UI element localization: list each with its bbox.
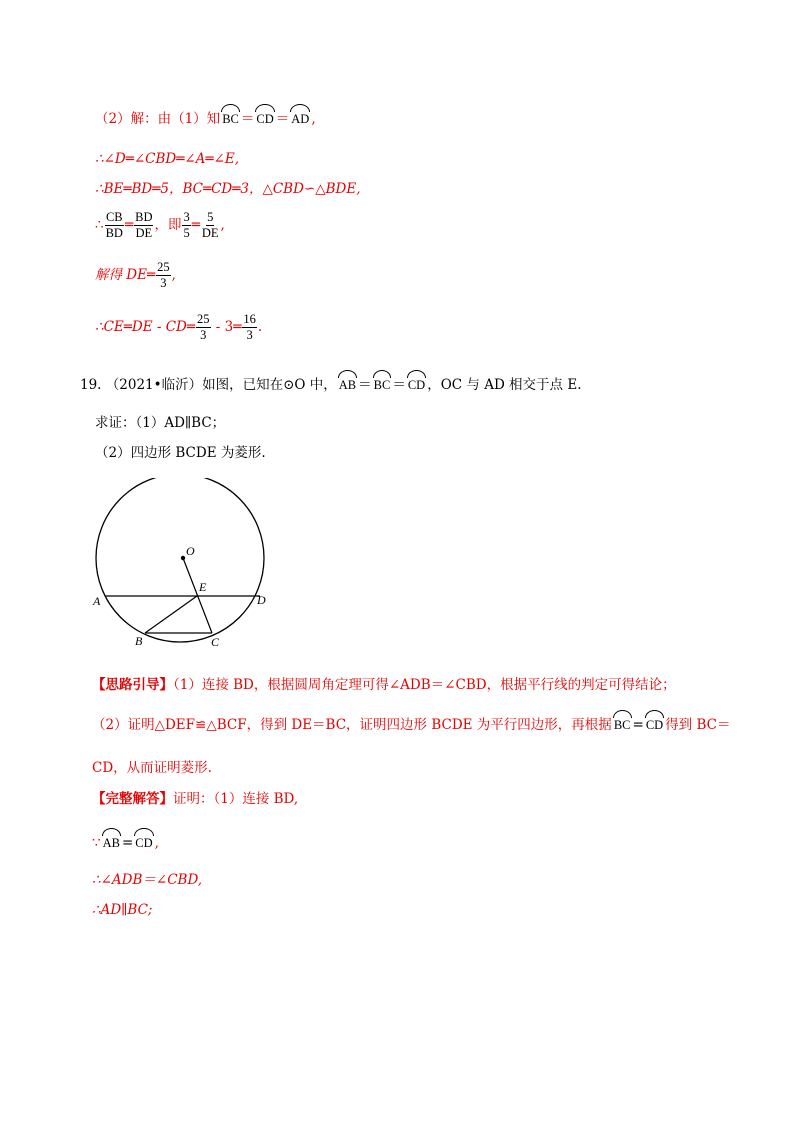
punctuation: , (311, 111, 316, 127)
solution-line-1 (95, 110, 316, 128)
label-a: A (93, 594, 101, 608)
hint-text: （1）连接 BD，根据圆周角定理可得∠ADB＝∠CBD，根据平行线的判定可得结论； (173, 677, 676, 693)
equals-sign: ＝ (392, 377, 406, 393)
solution-line-4 (95, 210, 225, 241)
prove-part-1: 求证：（1）AD∥BC； (95, 415, 226, 431)
solution-text: - 3═ (211, 319, 242, 335)
equals-sign: ＝ (275, 111, 290, 127)
solution-line-5 (95, 260, 176, 291)
denominator: DE (201, 226, 219, 240)
numerator: BD (135, 210, 153, 224)
punctuation: , (220, 217, 225, 233)
solution-text: 解得 DE═ (95, 267, 156, 283)
circle-o (96, 478, 264, 642)
hint-tag: 【思路引导】 (92, 677, 173, 693)
equals-sign: ═ (124, 217, 134, 233)
answer-tag: 【完整解答】 (92, 791, 173, 807)
hint-line-1 (92, 676, 676, 694)
fraction-3-5 (182, 210, 190, 241)
answer-text: 证明：（1）连接 BD, (173, 791, 299, 807)
numerator: 25 (157, 260, 170, 274)
equals-sign: = (632, 717, 644, 733)
arc-bc: BC (222, 112, 239, 126)
arc-cd: CD (407, 378, 426, 392)
denominator: DE (135, 226, 153, 240)
arc-cd: CD (645, 718, 664, 732)
hint-line-2 (92, 716, 730, 734)
solution-line-2: ∴∠D═∠CBD═∠A═∠E, (95, 151, 240, 167)
answer-line-2 (92, 834, 159, 852)
label-e: E (199, 580, 207, 594)
denominator: 3 (200, 328, 207, 342)
label-b: B (135, 634, 143, 648)
punctuation: . (257, 319, 263, 335)
fraction-5-de (201, 210, 220, 241)
therefore-sign: ∴ (95, 217, 104, 233)
punctuation: , (171, 267, 176, 283)
answer-line-3: ∴∠ADB＝∠CBD, (92, 872, 203, 888)
label-c: C (211, 635, 220, 648)
solution-text: ∴CE═DE - CD═ (95, 319, 196, 335)
prove-part-2: （2）四边形 BCDE 为菱形. (95, 445, 266, 461)
problem-number: 19. (80, 377, 102, 393)
denominator: 3 (160, 276, 167, 290)
hint-text: （2）证明△DEF≌△BCF，得到 DE＝BC，证明四边形 BCDE 为平行四边形，再根据 (92, 717, 612, 733)
label-o: O (186, 544, 195, 558)
fraction-bd-de (134, 210, 153, 241)
numerator: 16 (243, 312, 256, 326)
because-sign: ∵ (92, 835, 101, 851)
fraction-16-3 (242, 312, 257, 343)
solution-line-3: ∴BE═BD═5，BC═CD═3，△CBD∽△BDE, (95, 181, 361, 197)
denominator: 3 (246, 328, 253, 342)
hint-text: 得到 BC＝ (665, 717, 731, 733)
denominator: BD (105, 226, 123, 240)
fraction-25-3 (196, 312, 211, 343)
answer-line-1 (92, 790, 298, 808)
numerator: 5 (207, 210, 214, 224)
numerator: CB (105, 210, 123, 224)
equals-sign: ＝ (358, 377, 372, 393)
arc-cd: CD (135, 836, 153, 850)
equals-sign: = (121, 835, 134, 851)
solution-text: ，即 (154, 217, 182, 233)
answer-line-4: ∴AD∥BC; (92, 902, 153, 918)
denominator: 5 (183, 226, 190, 240)
solution-text: （2）解：由（1）知 (95, 111, 221, 127)
hint-line-3: CD，从而证明菱形. (92, 760, 212, 776)
fraction-25-3 (156, 260, 171, 291)
arc-bc: BC (613, 718, 631, 732)
punctuation: , (154, 835, 159, 851)
circle-figure (90, 478, 280, 648)
label-d: D (257, 593, 266, 607)
equals-sign: ＝ (240, 111, 255, 127)
problem-19-statement (80, 376, 582, 394)
arc-ab: AB (102, 836, 120, 850)
arc-ab: AB (338, 378, 357, 392)
equals-sign: ═ (191, 217, 200, 233)
segment-be (145, 596, 197, 633)
problem-text: （2021•临沂）如图，已知在⊙O 中， (105, 377, 337, 393)
arc-bc: BC (373, 378, 391, 392)
fraction-cb-bd (105, 210, 124, 241)
center-point-o (181, 556, 185, 560)
numerator: 3 (183, 210, 190, 224)
solution-line-6 (95, 312, 262, 343)
numerator: 25 (197, 312, 210, 326)
arc-ad: AD (291, 112, 310, 126)
problem-text: ，OC 与 AD 相交于点 E. (427, 377, 582, 393)
arc-cd: CD (256, 112, 274, 126)
